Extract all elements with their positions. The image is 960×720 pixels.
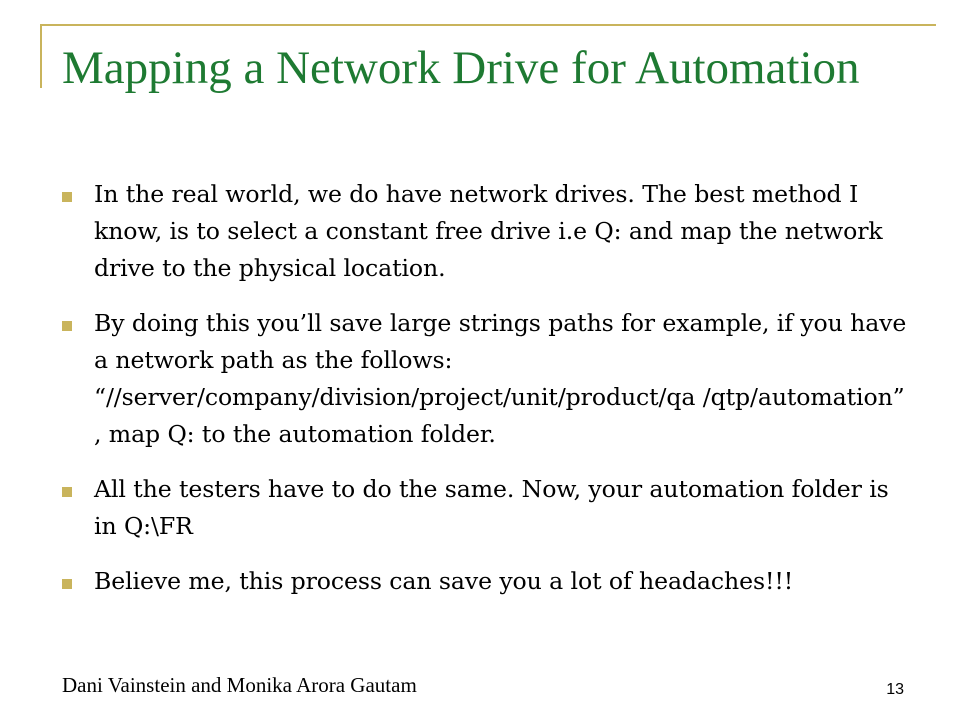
bullet-text: All the testers have to do the same. Now, your automation folder is in Q:\FR [94, 475, 889, 540]
square-bullet-icon [62, 579, 72, 589]
bullet-text: By doing this you’ll save large strings paths for example, if you have a network path as the follows: “//server/company/division/project/unit/product/qa /qtp/automation” , map Q: to the automation folder. [94, 309, 907, 448]
bullet-item-2 [62, 305, 912, 453]
slide-title: Mapping a Network Drive for Automation [62, 42, 860, 94]
square-bullet-icon [62, 192, 72, 202]
bullet-text: Believe me, this process can save you a lot of headaches!!! [94, 567, 794, 595]
frame-left-line [40, 24, 42, 88]
footer-author: Dani Vainstein and Monika Arora Gautam [62, 673, 417, 697]
bullet-list [62, 176, 912, 618]
square-bullet-icon [62, 487, 72, 497]
bullet-item-1 [62, 176, 912, 287]
square-bullet-icon [62, 321, 72, 331]
bullet-item-3 [62, 471, 912, 545]
page-number: 13 [886, 681, 904, 698]
frame-top-line [40, 24, 936, 26]
bullet-text: In the real world, we do have network drives. The best method I know, is to select a constant free drive i.e Q: and map the network drive to the physical location. [94, 180, 883, 282]
bullet-item-4 [62, 563, 912, 600]
